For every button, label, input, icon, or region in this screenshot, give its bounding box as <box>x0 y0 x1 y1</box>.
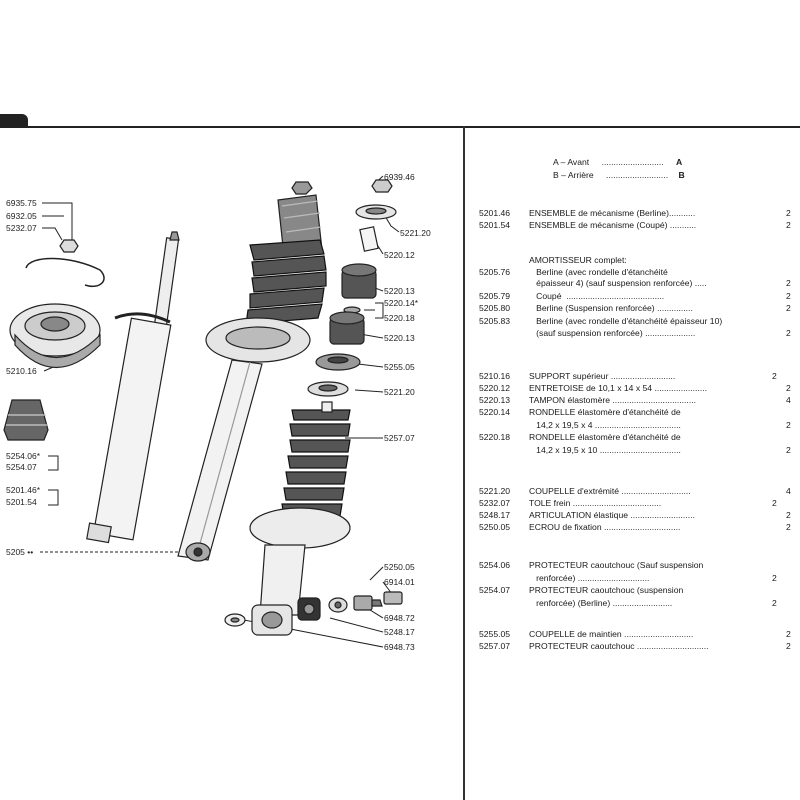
part-qty: 2 <box>772 573 777 583</box>
part-desc: AMORTISSEUR complet: <box>529 255 627 265</box>
part-desc: ENSEMBLE de mécanisme (Berline)........... <box>529 208 696 218</box>
callout-label: 6932.05 <box>6 211 37 221</box>
part-desc: 14,2 x 19,5 x 4 .................................... <box>529 420 681 430</box>
part-desc: COUPELLE de maintien ............................. <box>529 629 694 639</box>
part-desc: épaisseur 4) (sauf suspension renforcée) ..... <box>529 278 707 288</box>
part-desc: renforcée) (Berline) ......................... <box>529 598 673 608</box>
part-desc: PROTECTEUR caoutchouc (Sauf suspension <box>529 560 704 570</box>
callout-label: 6948.73 <box>384 642 415 652</box>
part-qty: 2 <box>786 208 791 218</box>
callout-label: 5220.13 <box>384 286 415 296</box>
part-ref: 5232.07 <box>479 498 511 508</box>
callout-label: 5221.20 <box>400 228 431 238</box>
part-desc: PROTECTEUR caoutchouc (suspension <box>529 585 684 595</box>
part-qty: 2 <box>786 420 791 430</box>
part-ref: 5248.17 <box>479 510 511 520</box>
part-qty: 2 <box>786 629 791 639</box>
part-desc: Berline (Suspension renforcée) ............... <box>529 303 693 313</box>
callout-label: 5250.05 <box>384 562 415 572</box>
part-qty: 2 <box>772 371 777 381</box>
part-qty: 2 <box>786 303 791 313</box>
part-ref: 5220.14 <box>479 407 511 417</box>
callout-label: 5232.07 <box>6 223 37 233</box>
part-desc: RONDELLE élastomère d'étanchéité de <box>529 432 681 442</box>
part-ref: 5220.18 <box>479 432 511 442</box>
part-ref: 5255.05 <box>479 629 511 639</box>
part-desc: Berline (avec rondelle d'étanchéité <box>529 267 668 277</box>
part-desc: SUPPORT supérieur ........................... <box>529 371 676 381</box>
callout-label: 5257.07 <box>384 433 415 443</box>
part-desc: PROTECTEUR caoutchouc .............................. <box>529 641 709 651</box>
part-ref: 5221.20 <box>479 486 511 496</box>
part-ref: 5205.76 <box>479 267 511 277</box>
callout-label: 6939.46 <box>384 172 415 182</box>
part-qty: 2 <box>786 445 791 455</box>
part-ref: 5220.13 <box>479 395 511 405</box>
part-ref: 5205.83 <box>479 316 511 326</box>
part-qty: 2 <box>786 522 791 532</box>
part-desc: ARTICULATION élastique ........................... <box>529 510 695 520</box>
callout-label: 5201.54 <box>6 497 37 507</box>
callout-label: 6935.75 <box>6 198 37 208</box>
legend-label: Arrière <box>567 170 594 180</box>
part-qty: 2 <box>786 383 791 393</box>
part-ref: 5254.06 <box>479 560 511 570</box>
callout-label: 5201.46* <box>6 485 41 495</box>
part-ref: 5201.46 <box>479 208 511 218</box>
callout-label: 5220.12 <box>384 250 415 260</box>
callout-label: 5220.18 <box>384 313 415 323</box>
legend-row-rear: B – Arrière .......................... B <box>553 170 685 180</box>
part-ref: 5205.79 <box>479 291 511 301</box>
part-desc: 14,2 x 19,5 x 10 .................................. <box>529 445 681 455</box>
part-qty: 2 <box>772 598 777 608</box>
legend-letter: B <box>678 170 685 180</box>
part-qty: 2 <box>786 291 791 301</box>
part-desc: Berline (avec rondelle d'étanchéité épaisseur 10) <box>529 316 723 326</box>
part-ref: 5210.16 <box>479 371 511 381</box>
legend-row-front: A – Avant .......................... A <box>553 157 683 167</box>
part-ref: 5250.05 <box>479 522 511 532</box>
callout-label: 5220.13 <box>384 333 415 343</box>
legend-dots: .......................... <box>606 170 669 180</box>
part-desc: RONDELLE élastomère d'étanchéité de <box>529 407 681 417</box>
part-qty: 2 <box>786 328 791 338</box>
part-qty: 2 <box>786 510 791 520</box>
callout-label: 5220.14* <box>384 298 419 308</box>
callout-label: 5254.07 <box>6 462 37 472</box>
callout-label: 5254.06* <box>6 451 41 461</box>
part-ref: 5254.07 <box>479 585 511 595</box>
legend-label: Avant <box>567 157 590 167</box>
part-desc: TOLE frein ..................................... <box>529 498 662 508</box>
part-desc: Coupé ......................................... <box>529 291 665 301</box>
part-desc: ENTRETOISE de 10,1 x 14 x 54 ...................... <box>529 383 707 393</box>
legend-letter: A <box>676 157 683 167</box>
part-desc: ENSEMBLE de mécanisme (Coupé) ........... <box>529 220 697 230</box>
part-qty: 2 <box>786 220 791 230</box>
callout-label: 6948.72 <box>384 613 415 623</box>
part-ref: 5220.12 <box>479 383 511 393</box>
part-desc: TAMPON élastomère ................................... <box>529 395 696 405</box>
part-desc: renforcée) .............................. <box>529 573 650 583</box>
callout-label: 5248.17 <box>384 627 415 637</box>
legend-code: B <box>553 170 559 180</box>
legend-dots: .......................... <box>601 157 664 167</box>
part-ref: 5205.80 <box>479 303 511 313</box>
callout-label: 5255.05 <box>384 362 415 372</box>
part-desc: COUPELLE d'extrémité ............................. <box>529 486 691 496</box>
part-ref: 5201.54 <box>479 220 511 230</box>
legend-code: A <box>553 157 559 167</box>
callout-label: 5221.20 <box>384 387 415 397</box>
callout-label: 6914.01 <box>384 577 415 587</box>
part-qty: 2 <box>786 278 791 288</box>
part-qty: 2 <box>786 641 791 651</box>
part-qty: 4 <box>786 395 791 405</box>
part-qty: 4 <box>786 486 791 496</box>
part-desc: (sauf suspension renforcée) ..................... <box>529 328 696 338</box>
part-ref: 5257.07 <box>479 641 511 651</box>
part-desc: ECROU de fixation ................................ <box>529 522 681 532</box>
part-qty: 2 <box>772 498 777 508</box>
callout-label: 5210.16 <box>6 366 37 376</box>
callout-label: 5205 •• <box>6 547 34 557</box>
